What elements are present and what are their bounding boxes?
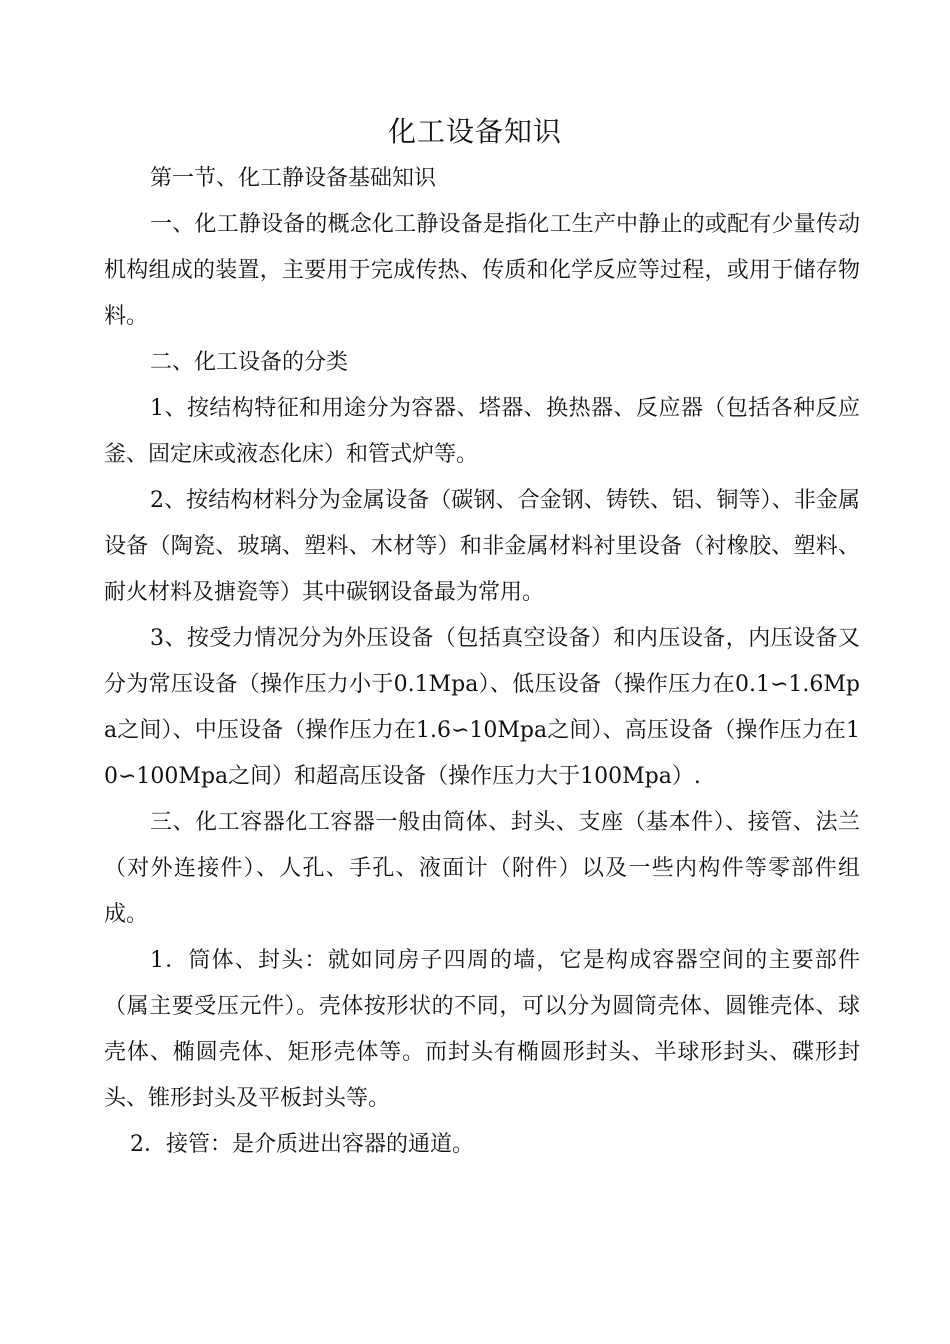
paragraph-classification-heading: 二、化工设备的分类 [150, 350, 349, 375]
paragraph-classification-1: 1、按结构特征和用途分为容器、塔器、换热器、反应器（包括各种反应釜、固定床或液态化床）和管式炉等。 [104, 396, 860, 467]
document-body [104, 156, 860, 1168]
paragraph-concept: 一、化工静设备的概念化工静设备是指化工生产中静止的或配有少量传动机构组成的装置，主要用于完成传热、传质和化学反应等过程，或用于储存物料。 [104, 212, 860, 329]
section-heading: 第一节、化工静设备基础知识 [150, 166, 437, 191]
paragraph-classification-3: 3、按受力情况分为外压设备（包括真空设备）和内压设备，内压设备又分为常压设备（操作压力小于0.1Mpa）、低压设备（操作压力在0.1∽1.6Mpa之间）、中压设备（操作压力在1.6∽10Mpa之间）、高压设备（操作压力在10∽100Mpa之间）和超高压设备（操作压力大于100Mpa）. [104, 626, 860, 789]
paragraph-container: 三、化工容器化工容器一般由筒体、封头、支座（基本件）、接管、法兰（对外连接件）、人孔、手孔、液面计（附件）以及一些内构件等零部件组成。 [104, 810, 860, 927]
paragraph-shell-head: 1．筒体、封头：就如同房子四周的墙，它是构成容器空间的主要部件（属主要受压元件）。壳体按形状的不同，可以分为圆筒壳体、圆锥壳体、球壳体、椭圆壳体、矩形壳体等。而封头有椭圆形封头、半球形封头、碟形封头、锥形封头及平板封头等。 [104, 948, 860, 1111]
paragraph-nozzle: 2．接管：是介质进出容器的通道。 [130, 1132, 474, 1157]
document-title: 化工设备知识 [387, 115, 562, 148]
paragraph-classification-2: 2、按结构材料分为金属设备（碳钢、合金钢、铸铁、铝、铜等）、非金属设备（陶瓷、玻璃、塑料、木材等）和非金属材料衬里设备（衬橡胶、塑料、耐火材料及搪瓷等）其中碳钢设备最为常用。 [104, 488, 860, 605]
